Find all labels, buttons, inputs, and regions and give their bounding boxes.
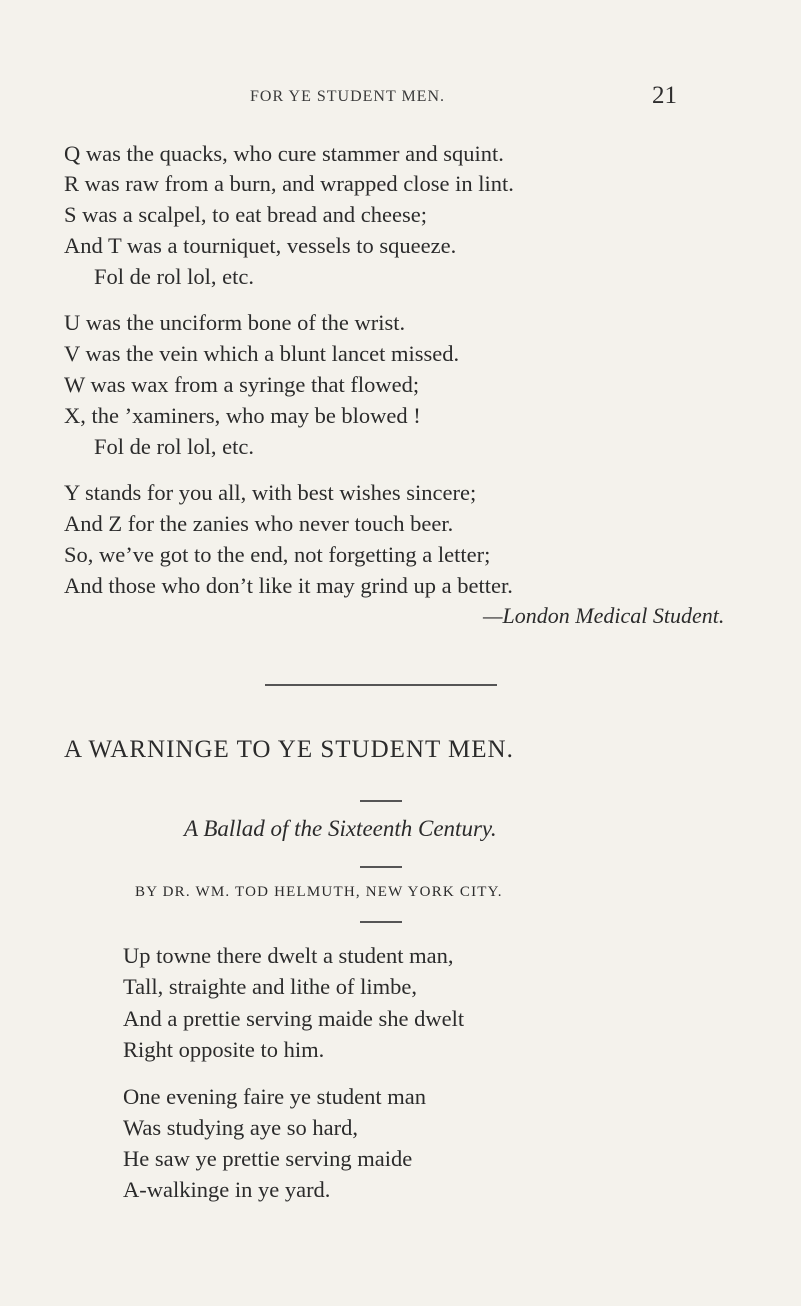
page-number: 21 xyxy=(652,82,677,109)
poem-line: X, the ’xaminers, who may be blowed ! xyxy=(64,403,421,428)
poem-line: U was the unciform bone of the wrist. xyxy=(64,310,406,335)
byline: BY DR. WM. TOD HELMUTH, NEW YORK CITY. xyxy=(135,884,503,900)
section-title: A WARNINGE TO YE STUDENT MEN. xyxy=(64,736,514,763)
poem-line: R was raw from a burn, and wrapped close in lint. xyxy=(64,171,514,196)
page-header xyxy=(0,82,801,112)
poem-line: Q was the quacks, who cure stammer and squint. xyxy=(64,141,504,166)
poem-line: So, we’ve got to the end, not forgetting a letter; xyxy=(64,542,491,567)
poem-line: S was a scalpel, to eat bread and cheese; xyxy=(64,202,427,227)
poem-line: And those who don’t like it may grind up a better. xyxy=(64,573,513,598)
poem-line: Tall, straighte and lithe of limbe, xyxy=(123,974,417,999)
title-divider xyxy=(360,800,402,802)
poem-line: A-walkinge in ye yard. xyxy=(123,1177,331,1202)
poem-line: W was wax from a syringe that flowed; xyxy=(64,372,420,397)
poem-line: And T was a tourniquet, vessels to squeeze. xyxy=(64,233,457,258)
poem-line: Right opposite to him. xyxy=(123,1037,325,1062)
refrain-line: Fol de rol lol, etc. xyxy=(94,264,254,289)
poem-line: Up towne there dwelt a student man, xyxy=(123,943,454,968)
attribution: —London Medical Student. xyxy=(483,603,725,628)
running-head: FOR YE STUDENT MEN. xyxy=(250,88,446,105)
poem-line: And a prettie serving maide she dwelt xyxy=(123,1006,465,1031)
refrain-line: Fol de rol lol, etc. xyxy=(94,434,254,459)
subtitle-divider xyxy=(360,866,402,868)
poem-line: And Z for the zanies who never touch beer. xyxy=(64,511,454,536)
poem-line: V was the vein which a blunt lancet missed. xyxy=(64,341,460,366)
poem-line: Y stands for you all, with best wishes sincere; xyxy=(64,480,477,505)
poem-line: One evening faire ye student man xyxy=(123,1084,427,1109)
section-subtitle: A Ballad of the Sixteenth Century. xyxy=(184,816,497,841)
byline-divider xyxy=(360,921,402,923)
poem-line: He saw ye prettie serving maide xyxy=(123,1146,413,1171)
poem-line: Was studying aye so hard, xyxy=(123,1115,359,1140)
section-divider xyxy=(265,684,497,686)
